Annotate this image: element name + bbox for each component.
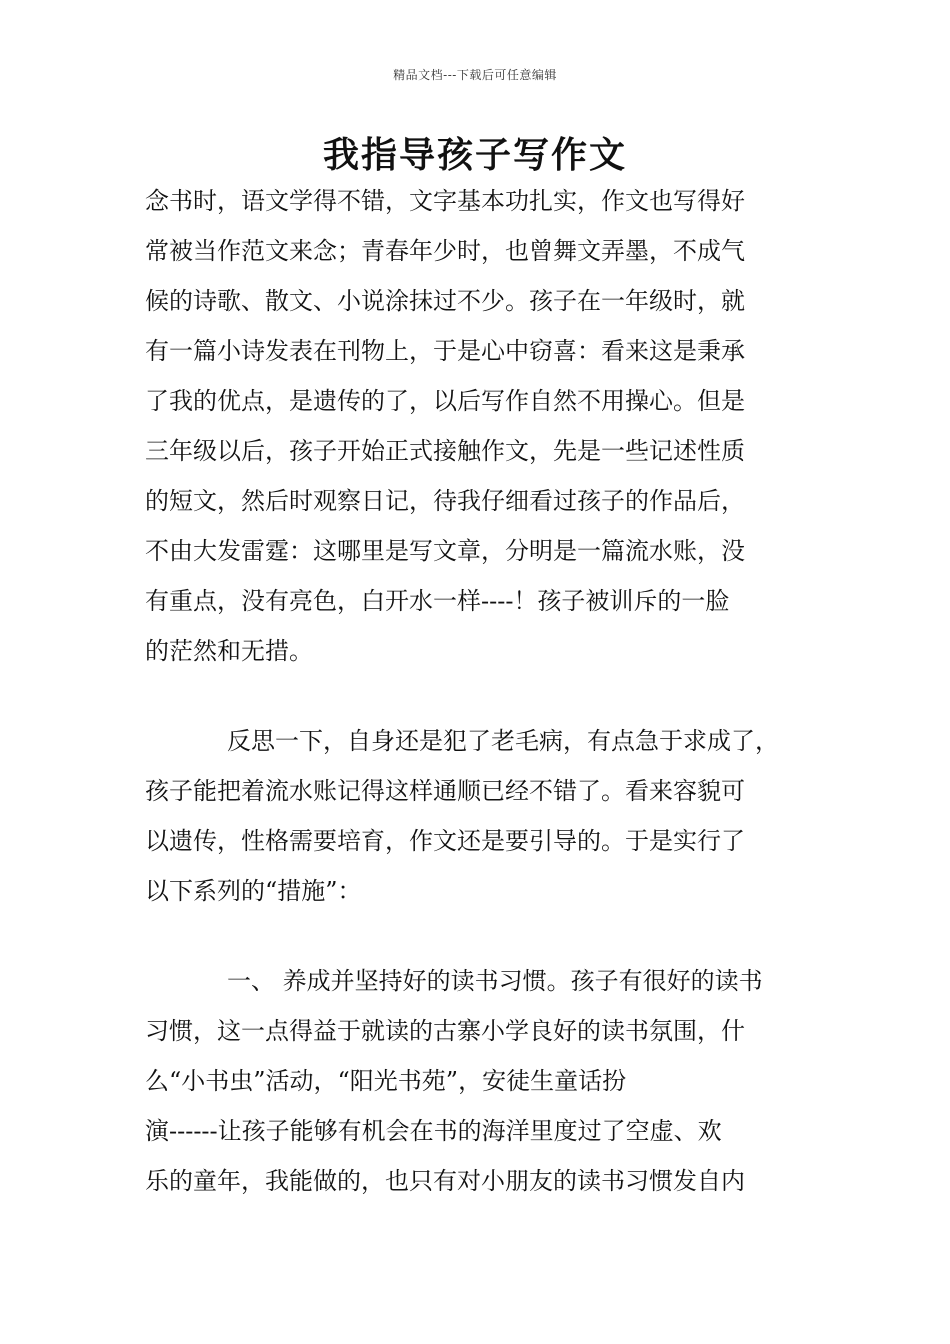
paragraph-line: 不由大发雷霆：这哪里是写文章，分明是一篇流水账，没	[145, 537, 745, 565]
paragraph-line: 习惯，这一点得益于就读的古寨小学良好的读书氛围，什	[145, 1017, 745, 1045]
paragraph-line: 三年级以后，孩子开始正式接触作文，先是一些记述性质	[145, 437, 745, 465]
paragraph-line: 念书时，语文学得不错，文字基本功扎实，作文也写得好	[145, 187, 745, 215]
paragraph-line: 有重点，没有亮色，白开水一样----！孩子被训斥的一脸	[145, 587, 730, 615]
paragraph-line: 候的诗歌、散文、小说涂抹过不少。孩子在一年级时，就	[145, 287, 745, 315]
document-title: 我指导孩子写作文	[322, 135, 627, 176]
paragraph-gap	[145, 916, 815, 956]
paragraph-line: 的短文，然后时观察日记，待我仔细看过孩子的作品后，	[145, 487, 745, 515]
paragraph-line: 反思一下，自身还是犯了老毛病，有点急于求成了，	[227, 727, 779, 755]
header-note: 精品文档---下载后可任意编辑	[393, 68, 557, 82]
document-body	[145, 176, 815, 1206]
paragraph-line: 有一篇小诗发表在刊物上，于是心中窃喜：看来这是秉承	[145, 337, 745, 365]
paragraph-line: 常被当作范文来念；青春年少时，也曾舞文弄墨，不成气	[145, 237, 745, 265]
paragraph-3	[145, 956, 815, 1206]
paragraph-line: 么“小书虫”活动，“阳光书苑”，安徒生童话扮	[145, 1067, 627, 1095]
paragraph-line: 以遗传，性格需要培育，作文还是要引导的。于是实行了	[145, 827, 745, 855]
paragraph-line: 了我的优点，是遗传的了，以后写作自然不用操心。但是	[145, 387, 745, 415]
paragraph-1	[145, 176, 815, 676]
paragraph-line: 乐的童年，我能做的，也只有对小朋友的读书习惯发自内	[145, 1167, 745, 1195]
paragraph-line: 以下系列的“措施”：	[145, 877, 362, 905]
paragraph-line: 孩子能把着流水账记得这样通顺已经不错了。看来容貌可	[145, 777, 745, 805]
paragraph-line: 的茫然和无措。	[145, 637, 313, 665]
paragraph-2	[145, 716, 815, 916]
paragraph-line: 一、 养成并坚持好的读书习惯。孩子有很好的读书	[227, 967, 763, 995]
paragraph-line: 演------让孩子能够有机会在书的海洋里度过了空虚、欢	[145, 1117, 722, 1145]
paragraph-gap	[145, 676, 815, 716]
